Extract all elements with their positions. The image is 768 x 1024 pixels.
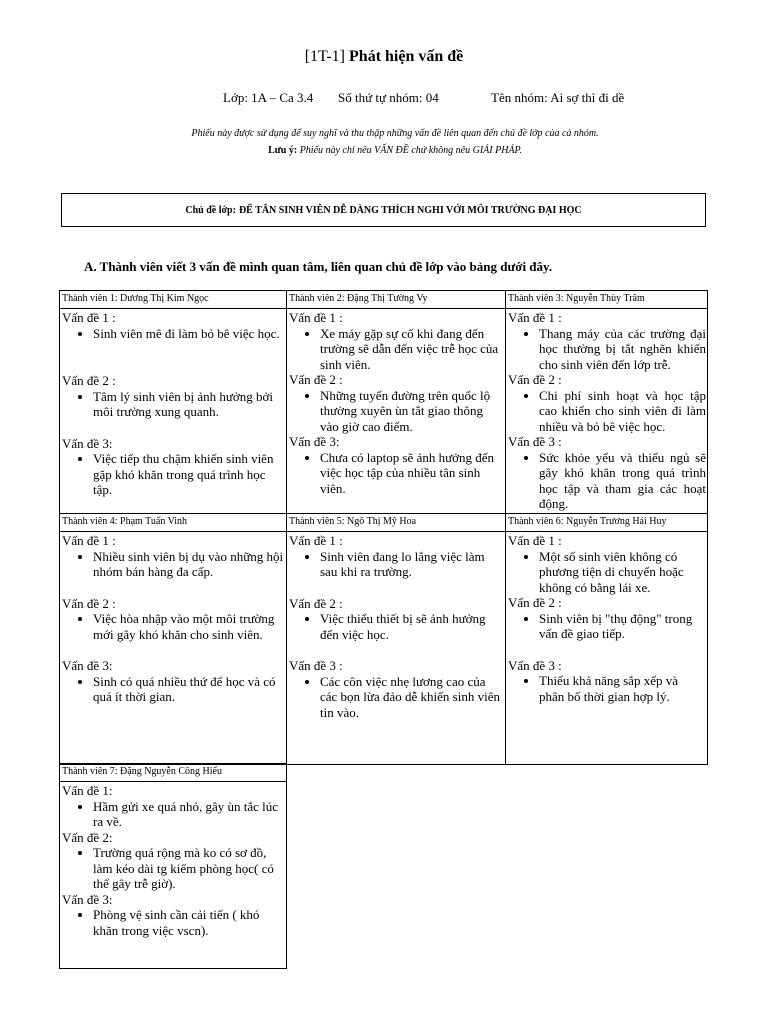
issue-label: Vấn đề 2 :: [508, 372, 562, 387]
issue-item: • Việc hòa nhập vào một môi trường mới gây khó khăn cho sinh viên.: [93, 611, 285, 642]
issue-item: • Sinh viên đang lo lắng việc làm sau khi ra trường.: [320, 549, 504, 580]
issue-label: Vấn đề 2 :: [62, 373, 116, 388]
issue-label: Vấn đề 2 :: [289, 595, 343, 611]
issue-label: Vấn đề 1 :: [508, 310, 562, 325]
issue-label: Vấn đề 2 :: [508, 595, 562, 610]
page-title: [0, 48, 768, 66]
issue-item: • Những tuyến đường trên quốc lộ thường xuyên ùn tắt giao thông vào giờ cao điểm.: [320, 388, 504, 435]
issue-item: • Sinh viên bị "thụ động" trong vấn đề giao tiếp.: [539, 611, 706, 642]
members-table: [59, 290, 708, 765]
instruction-note: Phiếu này được sử dụng để suy nghĩ và thu thập những vấn đề liên quan đến chủ đề lớp của cả nhóm.: [191, 128, 599, 139]
issue-item: • Hầm gửi xe quá nhỏ, gây ùn tắc lúc ra về.: [93, 799, 285, 830]
issue-item: • Chi phí sinh hoạt và học tập cao khiến cho sinh viên đi làm nhiều và bỏ bê việc học.: [539, 388, 706, 435]
class-info: Lớp: 1A – Ca 3.4: [223, 90, 314, 105]
issue-label: Vấn đề 3:: [62, 658, 113, 673]
issue-item: • Các côn việc nhẹ lương cao của các bọn lừa đảo dễ khiến sinh viên tin vào.: [320, 674, 504, 721]
member-1-issues: [60, 309, 287, 514]
issue-item: • Việc tiếp thu chậm khiến sinh viên gặp khó khăn trong quá trình học tập.: [93, 451, 285, 498]
issue-label: Vấn đề 3:: [289, 434, 340, 449]
member-3-name: Thành viên 3: Nguyễn Thùy Trâm: [506, 291, 708, 309]
topic-label: Chủ đề lớp:: [185, 204, 236, 216]
issue-label: Vấn đề 3 :: [508, 434, 562, 449]
issue-item: • Phòng vệ sinh cần cải tiến ( khó khăn trong việc vscn).: [93, 907, 285, 938]
form-code: [1T-1]: [304, 48, 346, 65]
caution-label: Lưu ý:: [268, 145, 298, 156]
issue-label: Vấn đề 1 :: [289, 310, 343, 325]
member-3-issues: [506, 309, 708, 514]
section-a-heading: A. Thành viên viết 3 vấn đề mình quan tâm, liên quan chủ đề lớp vào bảng dưới đây.: [84, 259, 553, 274]
member-6-name: Thành viên 6: Nguyễn Trương Hải Huy: [506, 514, 708, 532]
issue-label: Vấn đề 1 :: [62, 533, 116, 548]
issue-item: • Trường quá rộng mà ko có sơ đồ, làm kéo dài tg kiếm phòng học( có thể gây trễ giờ).: [93, 845, 285, 892]
issue-item: • Nhiều sinh viên bị dụ vào những hội nhóm bán hàng đa cấp.: [93, 549, 285, 580]
class-topic-box: [61, 193, 706, 227]
issue-label: Vấn đề 2:: [62, 829, 113, 845]
member-4-issues: [60, 532, 287, 765]
member-7-name: Thành viên 7: Đặng Nguyễn Công Hiếu: [60, 764, 287, 782]
issue-item: • Chưa có laptop sẽ ảnh hưởng đến việc học tập của nhiều tân sinh viên.: [320, 450, 504, 497]
issue-label: Vấn đề 1 :: [62, 310, 116, 325]
member-5-issues: [287, 532, 506, 765]
issue-label: Vấn đề 3 :: [289, 658, 343, 673]
caution-text: Phiếu này chỉ nêu VẤN ĐỀ chứ không nêu GIẢI PHÁP.: [299, 145, 522, 156]
issue-label: Vấn đề 1:: [62, 783, 113, 798]
issue-item: • Xe máy gặp sự cố khi đang đến trường sẽ dẫn đến việc trễ học của sinh viên.: [320, 326, 504, 373]
issue-label: Vấn đề 2 :: [62, 595, 116, 611]
member-2-name: Thành viên 2: Đặng Thị Tường Vy: [287, 291, 506, 309]
member-7-issues: [60, 782, 287, 969]
issue-label: Vấn đề 2 :: [289, 372, 343, 387]
group-number: Số thứ tự nhóm: 04: [338, 90, 439, 105]
form-title: Phát hiện vấn đề: [349, 48, 464, 65]
group-name: Tên nhóm: Ai sợ thì đi dề: [491, 90, 625, 105]
member-1-name: Thành viên 1: Dương Thị Kim Ngọc: [60, 291, 287, 309]
issue-label: Vấn đề 1 :: [508, 533, 562, 548]
issue-label: Vấn đề 3:: [62, 891, 113, 907]
issue-item: • Thiếu khả năng sắp xếp và phân bố thời gian hợp lý.: [539, 673, 706, 704]
member-5-name: Thành viên 5: Ngô Thị Mỹ Hoa: [287, 514, 506, 532]
member-4-name: Thành viên 4: Phạm Tuấn Vinh: [60, 514, 287, 532]
caution-note: [0, 145, 768, 156]
member-2-issues: [287, 309, 506, 514]
issue-label: Vấn đề 3:: [62, 435, 113, 451]
issue-item: • Thang máy của các trường đại học thường bị tắt nghẽn khiến cho sinh viên đến lớp trễ.: [539, 326, 706, 373]
issue-item: • Tâm lý sinh viên bị ảnh hưởng bởi môi trường xung quanh.: [93, 389, 285, 420]
issue-item: • Sinh có quá nhiều thứ để học và có quá ít thời gian.: [93, 674, 285, 705]
member-7-table: [59, 763, 287, 969]
issue-item: • Sinh viên mê đi làm bỏ bê việc học.: [93, 326, 285, 342]
member-6-issues: [506, 532, 708, 765]
issue-item: • Việc thiếu thiết bị sẽ ảnh hưởng đến việc học.: [320, 611, 504, 642]
topic-value: ĐỂ TÂN SINH VIÊN DỄ DÀNG THÍCH NGHI VỚI MÔI TRƯỜNG ĐẠI HỌC: [238, 204, 582, 216]
issue-item: • Sức khỏe yếu và thiếu ngủ sẽ gây khó khăn trong quá trình học tập và tham gia các hoạt động.: [539, 450, 706, 512]
issue-item: • Một số sinh viên không có phương tiện di chuyển hoặc không có bằng lái xe.: [539, 549, 706, 596]
issue-label: Vấn đề 1 :: [289, 533, 343, 548]
issue-label: Vấn đề 3 :: [508, 657, 562, 673]
